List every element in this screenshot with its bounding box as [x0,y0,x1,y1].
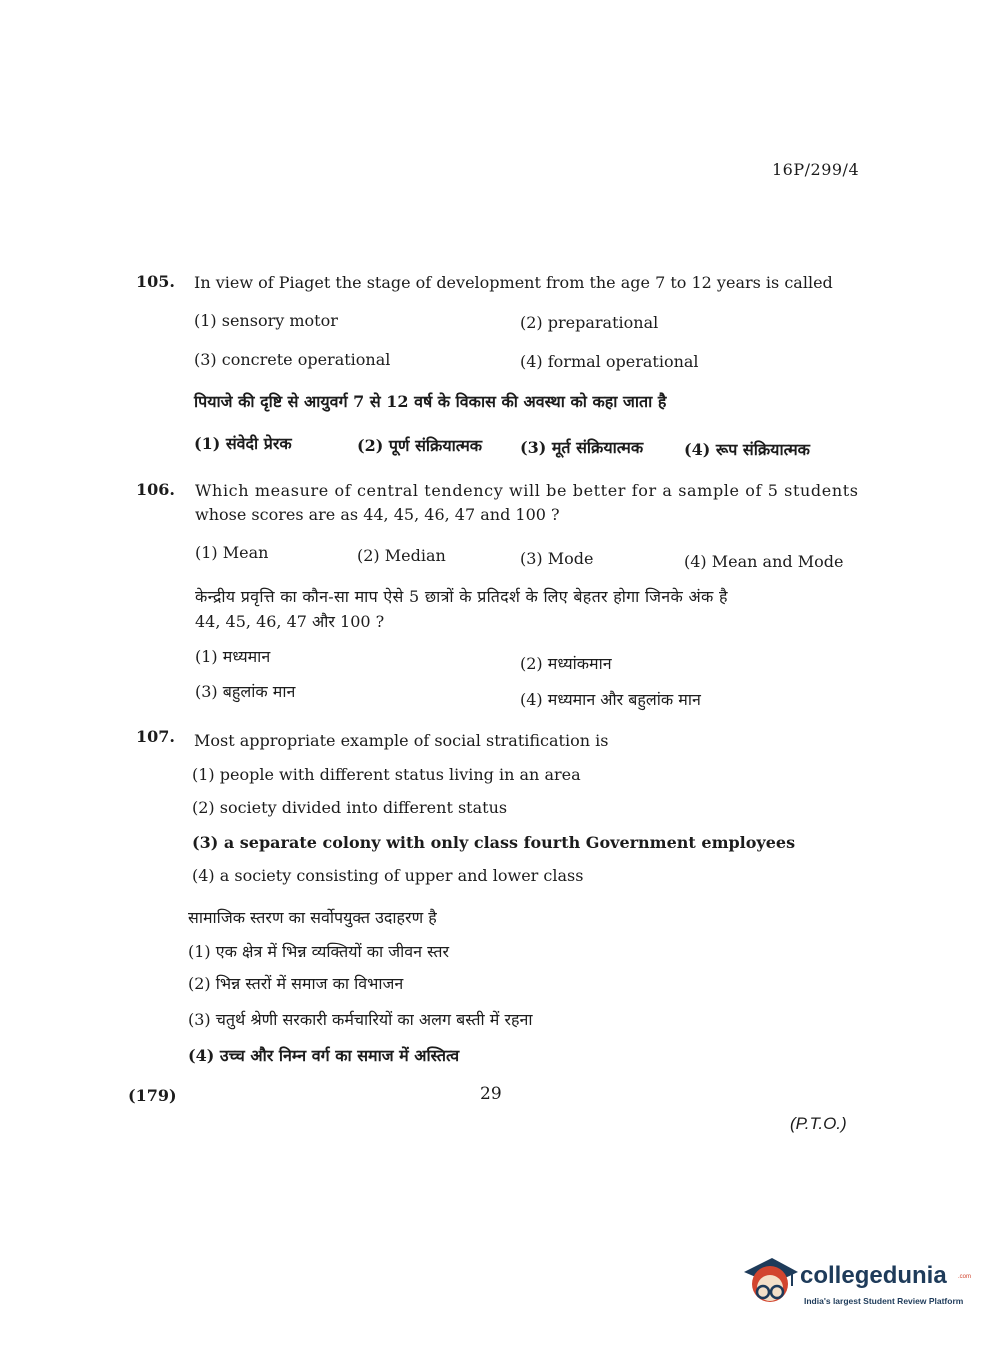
hindi-option: (4) मध्यमान और बहुलांक मान [520,690,701,709]
option: (3) Mode [520,549,594,568]
option: (1) Mean [195,543,269,562]
option: (2) society divided into different status [192,798,508,817]
hindi-option: (3) बहुलांक मान [195,682,296,701]
option: (1) people with different status living in an area [192,765,581,784]
hindi-question-text: सामाजिक स्तरण का सर्वोपयुक्त उदाहरण है [188,908,437,927]
hindi-option: (2) मध्यांकमान [520,654,612,673]
option: (1) sensory motor [194,311,338,330]
paper-code: 16P/299/4 [772,160,860,179]
logo-suffix: .com [958,1274,972,1280]
option: (3) a separate colony with only class fourth Government employees [192,833,796,852]
pto-label: (P.T.O.) [790,1114,847,1133]
question-text: Most appropriate example of social stratification is [194,731,609,750]
set-number: (179) [128,1086,177,1105]
question-text: In view of Piaget the stage of development from the age 7 to 12 years is called [194,273,833,292]
option: (2) preparational [520,313,659,332]
option: (3) concrete operational [194,350,391,369]
logo-tagline: India's largest Student Review Platform [804,1296,964,1306]
hindi-option: (4) उच्च और निम्न वर्ग का समाज में अस्तित्व [188,1046,460,1065]
option: (2) Median [357,546,446,565]
hindi-option: (3) मूर्त संक्रियात्मक [520,438,644,457]
hindi-question-text: केन्द्रीय प्रवृत्ति का कौन-सा माप ऐसे 5 छात्रों के प्रतिदर्श के लिए बेहतर होगा जिनके अंक है [195,587,728,606]
option: (4) a society consisting of upper and lower class [192,866,584,885]
hindi-option: (1) संवेदी प्रेरक [194,434,292,453]
question-number: 106. [136,480,175,499]
option: (4) formal operational [520,352,699,371]
hindi-option: (1) एक क्षेत्र में भिन्न व्यक्तियों का जीवन स्तर [188,942,449,961]
hindi-question-text: 44, 45, 46, 47 और 100 ? [195,612,385,631]
question-number: 107. [136,727,175,746]
hindi-question-text: पियाजे की दृष्टि से आयुवर्ग 7 से 12 वर्ष के विकास की अवस्था को कहा जाता है [194,392,667,411]
hindi-option: (1) मध्यमान [195,647,271,666]
page-number: 29 [480,1084,502,1104]
hindi-option: (3) चतुर्थ श्रेणी सरकारी कर्मचारियों का अलग बस्ती में रहना [188,1010,533,1029]
hindi-option: (2) पूर्ण संक्रियात्मक [357,436,483,455]
question-text: whose scores are as 44, 45, 46, 47 and 100 ? [195,505,560,524]
hindi-option: (2) भिन्न स्तरों में समाज का विभाजन [188,974,404,993]
hindi-option: (4) रूप संक्रियात्मक [684,440,810,459]
logo-name: collegedunia [800,1262,947,1289]
question-text: Which measure of central tendency will be better for a sample of 5 students [195,481,859,500]
option: (4) Mean and Mode [684,552,844,571]
question-number: 105. [136,272,175,291]
